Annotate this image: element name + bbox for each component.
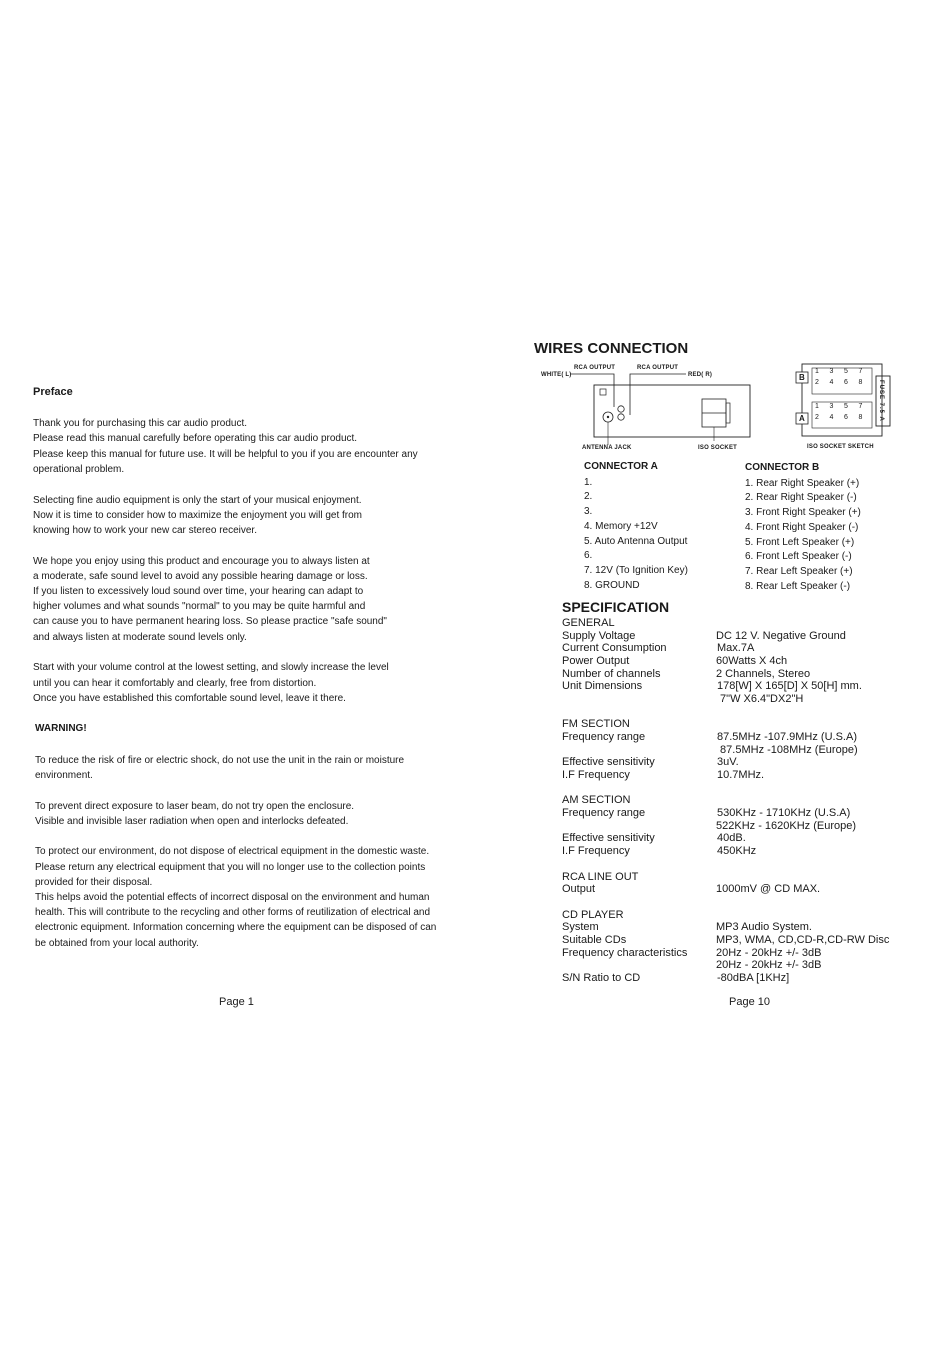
preface-para-3	[33, 554, 453, 645]
warning-heading: WARNING!	[35, 723, 87, 735]
pin-grid-a	[815, 401, 873, 423]
rca-wire-white	[570, 374, 614, 407]
spec-label: Effective sensitivity	[562, 832, 655, 844]
connector-b-title: CONNECTOR B	[745, 462, 820, 473]
text-line: higher volumes and what sounds "normal" to you may be quite harmful and	[33, 601, 366, 613]
preface-heading: Preface	[33, 386, 73, 398]
rca-output-label-1: RCA OUTPUT	[574, 365, 616, 371]
spec-am-heading: AM SECTION	[562, 794, 631, 806]
pin-number: 4	[829, 414, 834, 421]
spec-value: 87.5MHz -107.9MHz (U.S.A)	[717, 731, 857, 743]
text-line: Selecting fine audio equipment is only the start of your musical enjoyment.	[33, 494, 362, 506]
connector-a-pin: 8. GROUND	[584, 579, 640, 591]
connector-b-pin: 2. Rear Right Speaker (-)	[745, 492, 857, 504]
warning-para-2	[35, 799, 453, 829]
spec-label: Effective sensitivity	[562, 756, 655, 768]
iso-socket-sketch-label: ISO SOCKET SKETCH	[807, 444, 874, 450]
text-line: health. This will contribute to the recycling and other forms of reutilization of electrical and	[35, 907, 431, 919]
connector-a-pin: 1.	[584, 476, 593, 488]
spec-value: MP3, WMA, CD,CD-R,CD-RW Disc	[716, 934, 890, 946]
connector-a-pin: 2.	[584, 491, 593, 503]
text-line: until you can hear it comfortably and clearly, free from distortion.	[33, 677, 317, 689]
warning-para-1	[35, 753, 453, 783]
connector-b-pin: 8. Rear Left Speaker (-)	[745, 580, 851, 592]
connector-b-pin: 3. Front Right Speaker (+)	[745, 507, 861, 519]
spec-value: DC 12 V. Negative Ground	[716, 630, 846, 642]
pin-number: 1	[815, 403, 819, 410]
white-l-label: WHITE( L)	[541, 372, 572, 378]
left-page	[33, 385, 453, 966]
connector-b-pin: 4. Front Right Speaker (-)	[745, 521, 859, 533]
page-number-left: Page 1	[219, 996, 254, 1008]
text-line: Start with your volume control at the lowest setting, and slowly increase the level	[33, 662, 389, 674]
spec-label: Power Output	[562, 655, 630, 667]
spec-general-heading: GENERAL	[562, 617, 615, 629]
spec-value: 7"W X6.4"DX2"H	[717, 693, 804, 705]
iso-socket-label: ISO SOCKET	[698, 445, 738, 451]
text-line: environment.	[35, 769, 93, 781]
spec-label: I.F Frequency	[562, 769, 630, 781]
iso-label-a: A	[799, 414, 805, 423]
connector-a-title: CONNECTOR A	[584, 461, 658, 472]
spec-value: 3uV.	[717, 756, 739, 768]
pin-number: 3	[829, 403, 834, 410]
text-line: provided for their disposal.	[35, 876, 153, 888]
spec-label: Current Consumption	[562, 642, 667, 654]
spec-value: 60Watts X 4ch	[716, 655, 788, 667]
pin-number: 4	[829, 379, 834, 386]
antenna-jack-center	[607, 416, 609, 418]
spec-label: Frequency characteristics	[562, 947, 688, 959]
text-line: To prevent direct exposure to laser beam, do not try open the enclosure.	[35, 800, 355, 812]
connector-b-pin: 5. Front Left Speaker (+)	[745, 536, 855, 548]
text-line: Now it is time to consider how to maximize the enjoyment you will get from	[33, 509, 363, 521]
spec-value: -80dBA [1KHz]	[717, 972, 790, 984]
spec-label: Number of channels	[562, 668, 661, 680]
preface-para-4	[33, 660, 453, 706]
spec-fm-heading: FM SECTION	[562, 718, 630, 730]
connector-a-pin: 5. Auto Antenna Output	[584, 535, 688, 547]
spec-value: 20Hz - 20kHz +/- 3dB	[716, 959, 822, 971]
connector-a-pin: 3.	[584, 506, 593, 518]
rear-panel-diagram	[560, 365, 760, 445]
spec-value: 40dB.	[717, 832, 746, 844]
spec-value: MP3 Audio System.	[716, 921, 812, 933]
text-line: Please keep this manual for future use. It will be helpful to you if you are encounter any	[33, 448, 418, 460]
spec-value: 530KHz - 1710KHz (U.S.A)	[717, 807, 851, 819]
spec-value: 10.7MHz.	[717, 769, 765, 781]
rca-output-label-2: RCA OUTPUT	[637, 365, 679, 371]
pin-number: 6	[844, 414, 848, 421]
pin-grid-b	[815, 366, 873, 388]
text-line: We hope you enjoy using this product and encourage you to always listen at	[33, 555, 370, 567]
text-line: be obtained from your local authority.	[35, 937, 199, 949]
spec-label: Unit Dimensions	[562, 680, 643, 692]
text-line: a moderate, safe sound level to avoid any possible hearing damage or loss.	[33, 570, 368, 582]
pin-number: 5	[844, 368, 848, 375]
spec-label: S/N Ratio to CD	[562, 972, 641, 984]
page-number-right: Page 10	[729, 996, 770, 1008]
rca-wire-red	[630, 374, 686, 415]
pin-number: 8	[858, 379, 863, 386]
text-line: Please return any electrical equipment that you will no longer use to the collection points	[35, 861, 426, 873]
rca-jack-red	[618, 414, 624, 420]
wires-connection-title: WIRES CONNECTION	[534, 340, 689, 357]
text-line: Visible and invisible laser radiation when open and interlocks defeated.	[35, 815, 349, 827]
antenna-jack-label: ANTENNA JACK	[582, 445, 632, 451]
text-line: operational problem.	[33, 463, 125, 475]
text-line: To reduce the risk of fire or electric shock, do not use the unit in the rain or moisture	[35, 754, 405, 766]
spec-value: 522KHz - 1620KHz (Europe)	[716, 820, 857, 832]
pin-number: 5	[844, 403, 848, 410]
spec-value: 87.5MHz -108MHz (Europe)	[717, 744, 858, 756]
spec-value: Max.7A	[717, 642, 755, 654]
spec-cd-heading: CD PLAYER	[562, 909, 624, 921]
text-line: Thank you for purchasing this car audio product.	[33, 418, 248, 430]
small-port	[600, 389, 606, 395]
pin-number: 6	[844, 379, 848, 386]
spec-value: 178[W] X 165[D] X 50[H] mm.	[717, 680, 862, 692]
text-line: knowing how to work your new car stereo receiver.	[33, 524, 257, 536]
connector-a-list	[584, 460, 688, 593]
pin-number: 8	[858, 414, 863, 421]
preface-para-1	[33, 416, 453, 477]
preface-para-2	[33, 493, 453, 539]
connector-a-pin: 7. 12V (To Ignition Key)	[584, 564, 688, 576]
spec-label: Frequency range	[562, 807, 646, 819]
spec-value: 450KHz	[717, 845, 757, 857]
spec-label: System	[562, 921, 599, 933]
red-r-label: RED( R)	[688, 372, 713, 378]
text-line: can cause you to have permanent hearing loss. So please practice "safe sound"	[33, 616, 387, 628]
pin-number: 2	[815, 414, 819, 421]
text-line: This helps avoid the potential effects of incorrect disposal on the environment and human	[35, 892, 430, 904]
text-line: Once you have established this comfortable sound level, leave it there.	[33, 692, 346, 704]
iso-socket-clip	[726, 403, 730, 423]
rca-jack-white	[618, 406, 624, 412]
connector-b-list	[745, 461, 861, 594]
connector-b-pin: 6. Front Left Speaker (-)	[745, 551, 852, 563]
text-line: and always listen at moderate sound levels only.	[33, 631, 247, 643]
connector-b-pin: 7. Rear Left Speaker (+)	[745, 565, 853, 577]
spec-label: Suitable CDs	[562, 934, 627, 946]
spec-label: Output	[562, 883, 596, 895]
connector-b-pin: 1. Rear Right Speaker (+)	[745, 477, 860, 489]
spec-label: Supply Voltage	[562, 630, 636, 642]
spec-rca-heading: RCA LINE OUT	[562, 871, 639, 883]
pin-number: 7	[858, 403, 863, 410]
connector-a-pin: 4. Memory +12V	[584, 520, 658, 532]
iso-label-b: B	[799, 373, 805, 382]
text-line: If you listen to excessively loud sound over time, your hearing can adapt to	[33, 586, 364, 598]
unit-body	[594, 385, 750, 437]
spec-label: I.F Frequency	[562, 845, 630, 857]
spec-value: 2 Channels, Stereo	[716, 668, 811, 680]
pin-number: 7	[858, 368, 863, 375]
spec-value: 1000mV @ CD MAX.	[716, 883, 821, 895]
warning-para-3	[35, 844, 453, 950]
connector-a-pin: 6.	[584, 550, 593, 562]
pin-number: 2	[815, 379, 819, 386]
spec-label: Frequency range	[562, 731, 646, 743]
text-line: To protect our environment, do not dispose of electrical equipment in the domestic waste.	[35, 846, 430, 858]
fuse-label: FUSE 7.5 A	[878, 380, 884, 422]
specification-title: SPECIFICATION	[562, 599, 670, 615]
pin-number: 3	[829, 368, 834, 375]
text-line: Please read this manual carefully before operating this car audio product.	[33, 433, 358, 445]
pin-number: 1	[815, 368, 819, 375]
spec-value: 20Hz - 20kHz +/- 3dB	[716, 947, 822, 959]
text-line: electronic equipment. Information concerning where the equipment can be disposed of can	[35, 922, 437, 934]
